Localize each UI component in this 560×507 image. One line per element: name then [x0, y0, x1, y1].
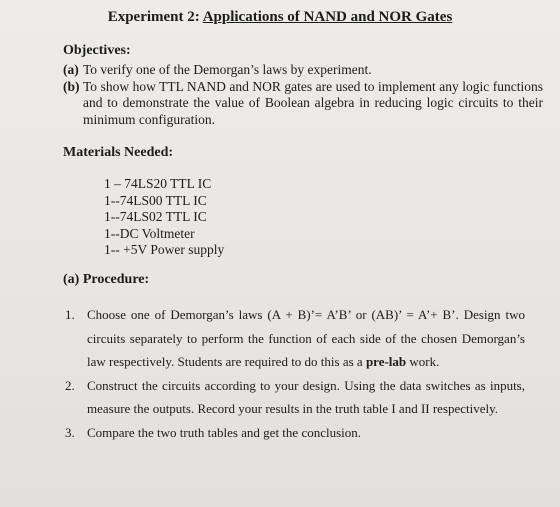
materials-list — [104, 176, 224, 259]
objective-text: To show how TTL NAND and NOR gates are used to implement any logic functions and to demonstrate the value of Boolean algebra in reducing logic circuits to their minimum configuration. — [83, 78, 543, 127]
procedure-step — [65, 421, 525, 445]
material-item: 1--74LS02 TTL IC — [104, 209, 207, 224]
title-underlined: Applications of NAND and NOR Gates — [202, 9, 453, 25]
objective-item — [63, 62, 543, 79]
objective-label: (a) — [63, 62, 79, 77]
step-body: Construct the circuits according to your design. Using the data switches as inputs, measure the outputs. Record your results in the truth table I and II respectively. — [87, 377, 525, 416]
experiment-title — [0, 9, 560, 26]
step-text — [87, 374, 525, 421]
objectives-heading: Objectives: — [63, 43, 131, 58]
procedure-step — [65, 303, 525, 374]
step-text — [87, 421, 525, 445]
objectives-list — [63, 62, 543, 128]
objective-item — [63, 79, 543, 129]
step-bold: pre-lab — [365, 354, 407, 369]
step-after: work. — [406, 354, 440, 369]
material-item: 1--DC Voltmeter — [104, 225, 195, 241]
step-number: 3. — [65, 424, 75, 440]
objective-text: To verify one of the Demorgan’s laws by experiment. — [83, 62, 372, 77]
step-number: 2. — [65, 377, 75, 393]
step-text — [87, 303, 525, 374]
step-number: 1. — [65, 307, 75, 322]
procedure-step — [65, 374, 525, 421]
material-item: 1--74LS00 TTL IC — [104, 192, 207, 208]
title-prefix: Experiment 2: — [107, 9, 203, 25]
step-body: Choose one of Demorgan’s laws (A + B)’= A’B’ or (AB)’ = A’+ B’. Design two circuits separately to perform the function of each side of the chosen Demorgan’s law respectively. Students are required to do this as a — [87, 307, 525, 369]
objective-label: (b) — [63, 78, 80, 94]
procedure-list — [65, 303, 525, 444]
step-body: Compare the two truth tables and get the conclusion. — [87, 424, 362, 440]
material-item: 1-- +5V Power supply — [104, 242, 225, 257]
procedure-heading: (a) Procedure: — [63, 272, 150, 287]
material-item: 1 – 74LS20 TTL IC — [104, 176, 212, 191]
materials-heading: Materials Needed: — [63, 145, 174, 160]
